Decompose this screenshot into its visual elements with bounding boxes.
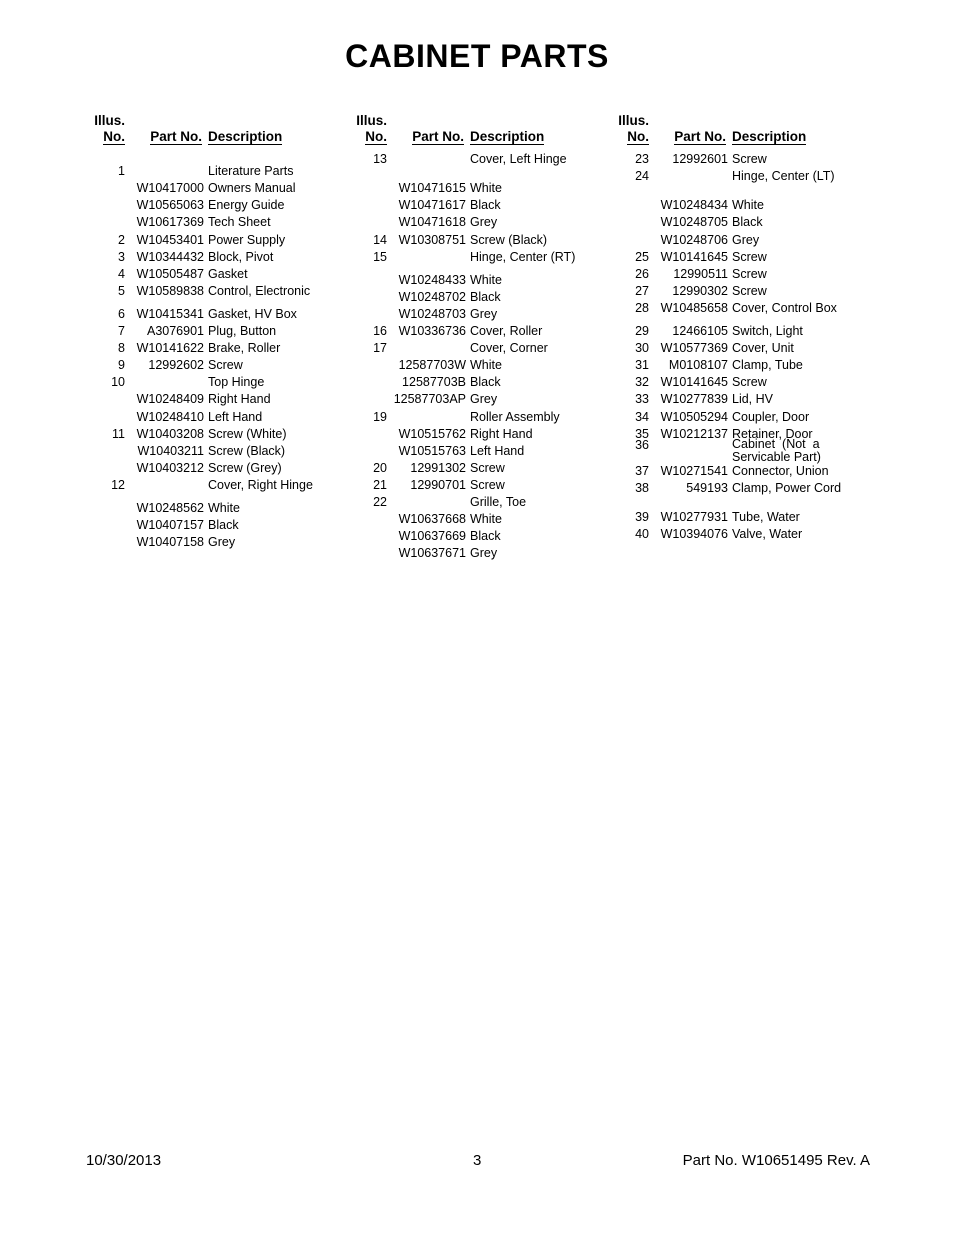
- part-number: W10248410: [136, 410, 204, 424]
- part-description: White: [470, 512, 502, 526]
- illus-header: Illus.: [618, 113, 649, 128]
- illus-number: 29: [635, 324, 649, 338]
- part-description: Grille, Toe: [470, 495, 527, 509]
- part-description: Screw (Black): [208, 444, 286, 458]
- part-description: Brake, Roller: [208, 341, 281, 355]
- part-number: W10505487: [136, 267, 204, 281]
- part-description: Grey: [470, 392, 498, 406]
- part-description: Screw (Grey): [208, 461, 282, 475]
- part-no-header: [144, 129, 202, 145]
- parts-column-3: [617, 113, 877, 573]
- page-title: CABINET PARTS: [345, 38, 609, 74]
- part-description: Grey: [470, 307, 498, 321]
- illus-number: 11: [112, 427, 125, 441]
- part-number: W10415341: [136, 307, 204, 321]
- part-description: Literature Parts: [208, 164, 294, 178]
- illus-number: 20: [373, 461, 387, 475]
- part-description: Screw: [470, 461, 505, 475]
- part-number: W10505294: [660, 410, 728, 424]
- illus-number: 35: [635, 427, 649, 441]
- parts-column-2: [355, 113, 615, 573]
- part-number: W10248703: [398, 307, 466, 321]
- footer-part-number: Part No. W10651495 Rev. A: [682, 1152, 870, 1169]
- part-description: Grey: [732, 233, 760, 247]
- part-number: W10403211: [137, 444, 204, 458]
- illus-number: 10: [111, 375, 125, 389]
- illus-number: 2: [118, 233, 125, 247]
- parts-column-1: [93, 113, 353, 573]
- part-description: White: [470, 358, 502, 372]
- illus-number: 24: [635, 169, 649, 183]
- part-description: Cover, Corner: [470, 341, 548, 355]
- part-description: Black: [208, 518, 239, 532]
- illus-number: 28: [635, 301, 649, 315]
- part-description: Power Supply: [208, 233, 286, 247]
- illus-no-header: [93, 129, 125, 145]
- part-description: Screw: [732, 375, 767, 389]
- part-description: Lid, HV: [732, 392, 773, 406]
- illus-number: 40: [635, 527, 649, 541]
- illus-number: 25: [635, 250, 649, 264]
- part-description: Grey: [208, 535, 236, 549]
- part-description: Black: [470, 290, 501, 304]
- part-number: W10471617: [398, 198, 466, 212]
- description-header: [470, 129, 544, 145]
- part-number: W10471615: [398, 181, 466, 195]
- part-description: Connector, Union: [732, 464, 829, 478]
- illus-no-header-label: No.: [365, 129, 387, 144]
- part-number: 12990701: [410, 478, 466, 492]
- illus-number: 19: [373, 410, 387, 424]
- illus-header: Illus.: [94, 113, 125, 128]
- part-number: W10212137: [660, 427, 728, 441]
- part-number: W10617369: [136, 215, 204, 229]
- illus-number: 33: [635, 392, 649, 406]
- part-number: W10336736: [398, 324, 466, 338]
- part-number: W10453401: [136, 233, 204, 247]
- part-description: Retainer, Door: [732, 427, 813, 441]
- part-number: W10417000: [136, 181, 204, 195]
- part-description: Switch, Light: [732, 324, 803, 338]
- illus-number: 17: [373, 341, 387, 355]
- illus-header: Illus.: [356, 113, 387, 128]
- part-number: W10248706: [660, 233, 728, 247]
- part-description: White: [470, 181, 502, 195]
- illus-number: 5: [118, 284, 125, 298]
- part-description: Clamp, Tube: [732, 358, 803, 372]
- illus-number: 4: [118, 267, 125, 281]
- part-number: W10248434: [660, 198, 728, 212]
- part-number: W10344432: [136, 250, 204, 264]
- part-description: Screw: [732, 152, 767, 166]
- illus-number: 38: [635, 481, 649, 495]
- part-number: W10248562: [136, 501, 204, 515]
- illus-number: 1: [118, 164, 125, 178]
- part-description: Top Hinge: [208, 375, 265, 389]
- illus-number: 3: [118, 250, 125, 264]
- illus-number: 21: [373, 478, 387, 492]
- part-description: Cover, Right Hinge: [208, 478, 313, 492]
- description-header: [732, 129, 806, 145]
- illus-number: 26: [635, 267, 649, 281]
- part-number: W10515762: [398, 427, 466, 441]
- illus-number: 13: [373, 152, 387, 166]
- part-number: W10248433: [398, 273, 466, 287]
- part-number: W10637671: [398, 546, 466, 560]
- part-description: Tech Sheet: [208, 215, 271, 229]
- part-no-header-label: Part No.: [412, 129, 464, 144]
- part-description: Gasket, HV Box: [208, 307, 297, 321]
- part-description: Valve, Water: [732, 527, 803, 541]
- part-description: Screw: [208, 358, 243, 372]
- part-description: Cover, Unit: [732, 341, 794, 355]
- illus-number: 9: [118, 358, 125, 372]
- part-description: Screw: [732, 267, 767, 281]
- part-description: Black: [732, 215, 763, 229]
- illus-number: 12: [111, 478, 125, 492]
- part-description: Energy Guide: [208, 198, 285, 212]
- part-number: W10248702: [398, 290, 466, 304]
- part-number: M0108107: [668, 358, 728, 372]
- part-description: Control, Electronic: [208, 284, 311, 298]
- part-description: Right Hand: [208, 392, 271, 406]
- illus-number: 23: [635, 152, 649, 166]
- part-number: 12991302: [410, 461, 466, 475]
- illus-number: 31: [635, 358, 649, 372]
- part-number: 12992602: [148, 358, 204, 372]
- part-description: Cover, Control Box: [732, 301, 837, 315]
- footer-date: 10/30/2013: [86, 1152, 162, 1169]
- part-description: Hinge, Center (LT): [732, 169, 835, 183]
- part-number: 12587703AP: [393, 392, 466, 406]
- part-description: Screw: [732, 250, 767, 264]
- part-no-header: [406, 129, 464, 145]
- part-number: W10394076: [660, 527, 728, 541]
- part-number: W10577369: [660, 341, 728, 355]
- part-number: W10141645: [660, 250, 728, 264]
- part-description: Screw: [470, 478, 505, 492]
- illus-number: 22: [373, 495, 387, 509]
- part-number: W10637668: [398, 512, 466, 526]
- part-description: Owners Manual: [208, 181, 296, 195]
- part-description: Cabinet (Not a Servicable Part): [732, 437, 821, 464]
- illus-number: 32: [635, 375, 649, 389]
- part-description: White: [732, 198, 764, 212]
- part-description: Grey: [470, 546, 498, 560]
- part-number: 12587703W: [398, 358, 466, 372]
- part-description: Right Hand: [470, 427, 533, 441]
- part-number: W10637669: [398, 529, 466, 543]
- description-header-label: Description: [732, 129, 807, 144]
- part-number: 12992601: [672, 152, 728, 166]
- illus-number: 36: [635, 438, 649, 452]
- part-number: W10271541: [660, 464, 728, 478]
- part-number: W10565063: [136, 198, 204, 212]
- part-no-header-label: Part No.: [150, 129, 202, 144]
- part-number: W10515763: [398, 444, 466, 458]
- illus-number: 8: [118, 341, 125, 355]
- part-description: Screw (White): [208, 427, 287, 441]
- footer-page-number: 3: [473, 1152, 482, 1169]
- part-number: A3076901: [146, 324, 204, 338]
- part-description: Black: [470, 375, 501, 389]
- part-number: 549193: [686, 481, 728, 495]
- part-description: Left Hand: [208, 410, 263, 424]
- part-description: Black: [470, 529, 501, 543]
- part-number: W10277931: [660, 510, 728, 524]
- part-description: Clamp, Power Cord: [732, 481, 842, 495]
- part-description: Hinge, Center (RT): [470, 250, 576, 264]
- illus-number: 15: [373, 250, 387, 264]
- illus-no-header: [355, 129, 387, 145]
- description-header-label: Description: [470, 129, 545, 144]
- part-description: Grey: [470, 215, 498, 229]
- part-number: W10403212: [136, 461, 204, 475]
- illus-no-header-label: No.: [627, 129, 649, 144]
- illus-number: 30: [635, 341, 649, 355]
- illus-no-header-label: No.: [103, 129, 125, 144]
- part-description: Gasket: [208, 267, 248, 281]
- part-number: W10471618: [398, 215, 466, 229]
- part-description: Screw: [732, 284, 767, 298]
- part-number: W10485658: [660, 301, 728, 315]
- part-number: W10141645: [660, 375, 728, 389]
- part-number: W10248409: [136, 392, 204, 406]
- part-number: 12466105: [672, 324, 728, 338]
- part-no-header-label: Part No.: [674, 129, 726, 144]
- part-no-header: [668, 129, 726, 145]
- part-number: W10407157: [136, 518, 204, 532]
- illus-number: 14: [373, 233, 387, 247]
- illus-number: 37: [635, 464, 649, 478]
- illus-number: 27: [635, 284, 649, 298]
- illus-no-header: [617, 129, 649, 145]
- illus-number: 7: [118, 324, 125, 338]
- illus-number: 39: [635, 510, 649, 524]
- part-number: W10407158: [136, 535, 204, 549]
- part-description: Plug, Button: [208, 324, 277, 338]
- illus-number: 16: [373, 324, 387, 338]
- part-description: Roller Assembly: [470, 410, 560, 424]
- part-description: Screw (Black): [470, 233, 548, 247]
- part-number: W10589838: [136, 284, 204, 298]
- part-description: Coupler, Door: [732, 410, 810, 424]
- part-number: W10141622: [136, 341, 204, 355]
- illus-number: 34: [635, 410, 649, 424]
- illus-number: 6: [118, 307, 125, 321]
- part-number: 12587703B: [402, 375, 466, 389]
- part-number: W10308751: [398, 233, 466, 247]
- part-description: Left Hand: [470, 444, 525, 458]
- part-number: W10248705: [660, 215, 728, 229]
- part-description: Block, Pivot: [208, 250, 274, 264]
- part-description: Black: [470, 198, 501, 212]
- description-header-label: Description: [208, 129, 283, 144]
- part-description: White: [470, 273, 502, 287]
- part-number: W10277839: [660, 392, 728, 406]
- part-number: W10403208: [136, 427, 204, 441]
- part-description: Cover, Roller: [470, 324, 543, 338]
- part-number: 12990302: [672, 284, 728, 298]
- part-number: 12990511: [673, 267, 728, 281]
- part-description: Cover, Left Hinge: [470, 152, 567, 166]
- part-description: White: [208, 501, 240, 515]
- description-header: [208, 129, 282, 145]
- part-description: Tube, Water: [732, 510, 800, 524]
